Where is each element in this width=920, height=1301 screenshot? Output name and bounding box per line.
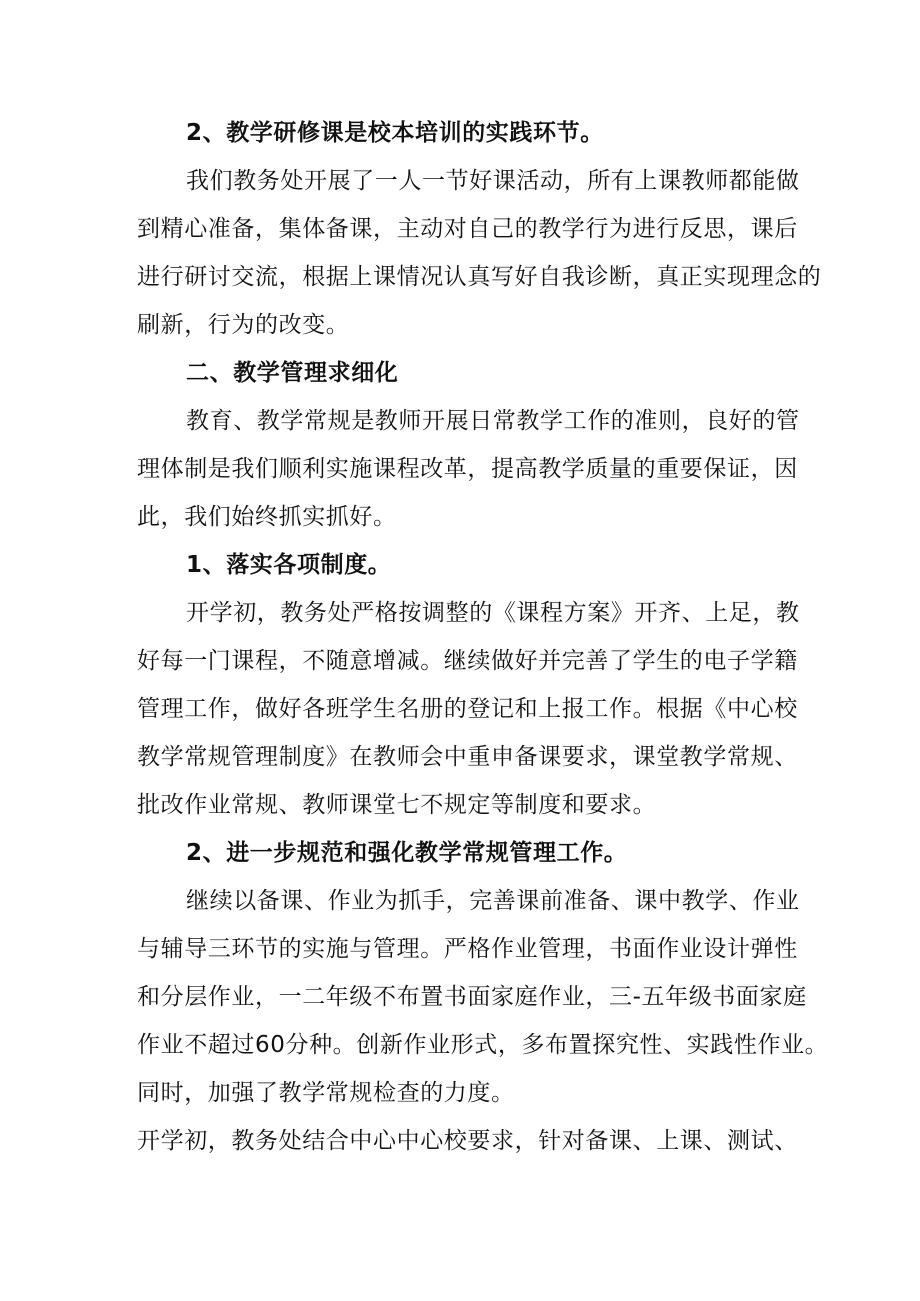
paragraph-line: 刷新，行为的改变。 — [137, 312, 350, 338]
section-heading: 1、落实各项制度。 — [186, 552, 392, 578]
paragraph-line: 开学初，教务处结合中心中心校要求，针对备课、上课、测试、 — [137, 1128, 798, 1154]
paragraph-line: 教学常规管理制度》在教师会中重申备课要求，课堂教学常规、 — [137, 744, 798, 770]
paragraph-line: 我们教务处开展了一人一节好课活动，所有上课教师都能做 — [186, 168, 800, 194]
section-heading: 2、教学研修课是校本培训的实践环节。 — [186, 120, 604, 146]
paragraph-line: 与辅导三环节的实施与管理。严格作业管理，书面作业设计弹性 — [137, 936, 798, 962]
paragraph-line: 好每一门课程，不随意增减。继续做好并完善了学生的电子学籍 — [137, 648, 798, 674]
section-heading: 二、教学管理求细化 — [186, 360, 399, 386]
paragraph-line: 继续以备课、作业为抓手，完善课前准备、课中教学、作业 — [186, 888, 800, 914]
paragraph-line: 作业不超过60分种。创新作业形式，多布置探究性、实践性作业。 — [137, 1032, 829, 1058]
section-heading: 2、进一步规范和强化教学常规管理工作。 — [186, 840, 628, 866]
paragraph-line: 管理工作，做好各班学生名册的登记和上报工作。根据《中心校 — [137, 696, 798, 722]
paragraph-line: 同时，加强了教学常规检查的力度。 — [137, 1080, 515, 1106]
paragraph-line: 到精心准备，集体备课，主动对自己的教学行为进行反思，课后 — [137, 216, 798, 242]
paragraph-line: 批改作业常规、教师课堂七不规定等制度和要求。 — [137, 792, 657, 818]
paragraph-line: 进行研讨交流，根据上课情况认真写好自我诊断，真正实现理念的 — [137, 264, 822, 290]
paragraph-line: 开学初，教务处严格按调整的《课程方案》开齐、上足，教 — [186, 600, 800, 626]
paragraph-line: 教育、教学常规是教师开展日常教学工作的准则，良好的管 — [186, 408, 800, 434]
paragraph-line: 理体制是我们顺利实施课程改革，提高教学质量的重要保证，因 — [137, 456, 798, 482]
paragraph-line: 和分层作业，一二年级不布置书面家庭作业，三-五年级书面家庭 — [137, 984, 807, 1010]
paragraph-line: 此，我们始终抓实抓好。 — [137, 504, 397, 530]
